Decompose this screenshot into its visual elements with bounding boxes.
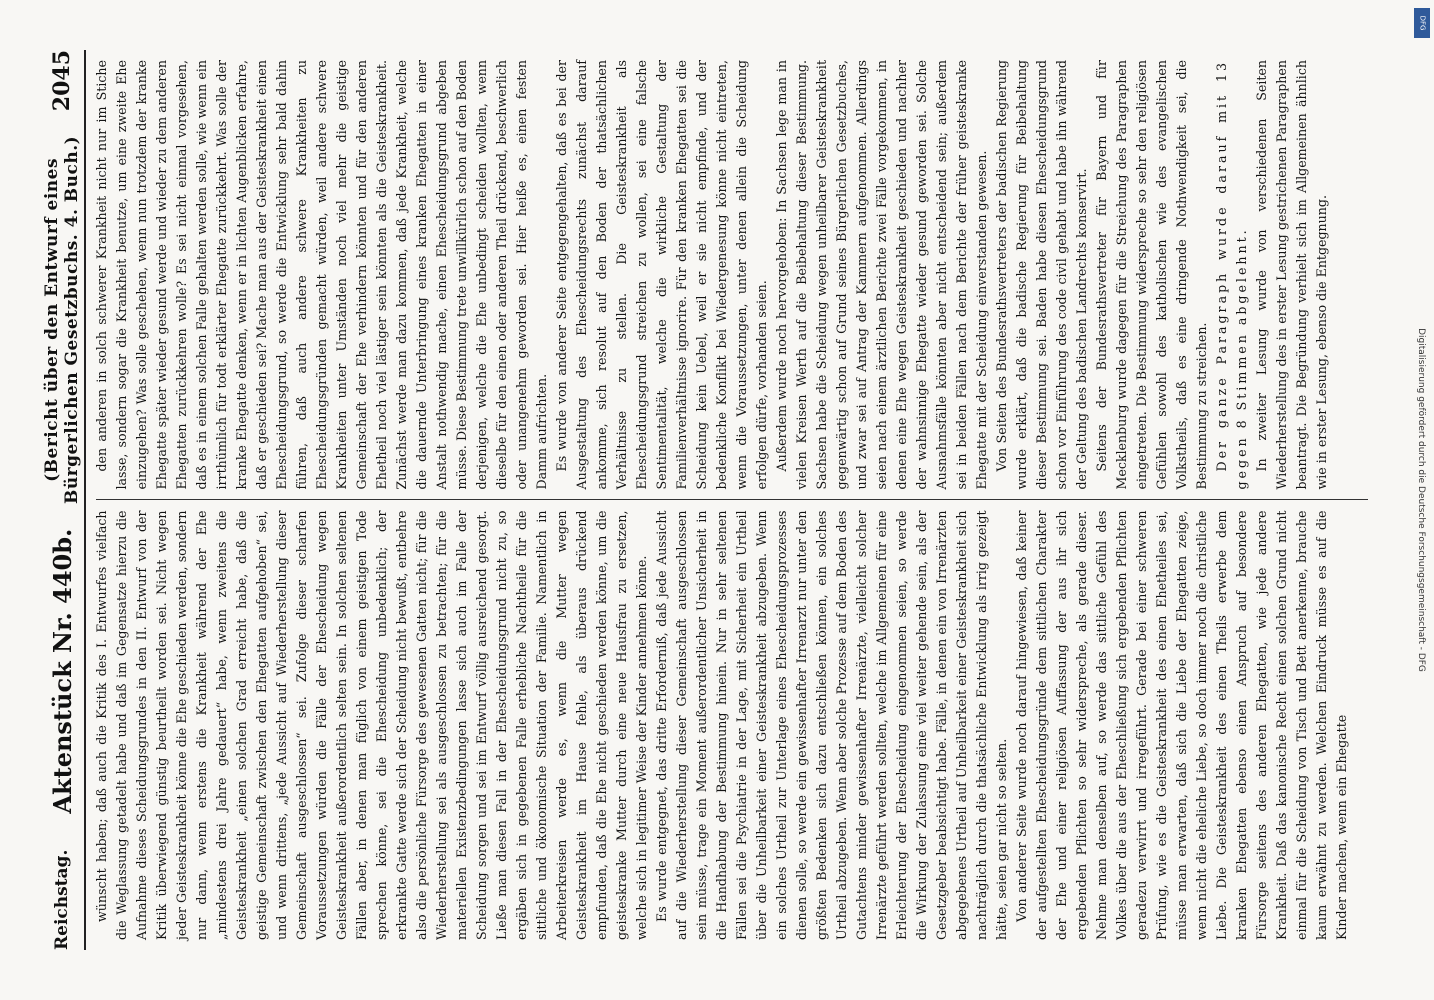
paragraph: Es wurde von anderer Seite entgegengehalten, daß es bei der Ausgestaltung des Ehescheidungsrechts zunächst darauf ankomme, sich resolut auf den Boden der thatsächlichen Verhältnisse zu stellen. Die Geisteskrankheit als Ehescheidungsgrund streichen zu wollen, sei eine falsche Sentimentalität, welche die wirkliche Gestaltung der Familienverhältnisse ignorire. Für den kranken Ehegatten sei die Scheidung kein Uebel, weil er sie nicht empfinde, und der bedenkliche Konflikt bei Wiedergenesung könne nicht eintreten, wenn die Voraussetzungen, unter denen allein die Scheidung erfolgen dürfe, vorhanden seien. [554,60,769,490]
header-title: (Bericht über den Entwurf eines Bürgerlichen Gesetzbuchs. 4. Buch.) [42,135,82,505]
paragraph: Außerdem wurde noch hervorgehoben: In Sachsen lege man in vielen Kreisen Werth auf die Beibehaltung dieser Bestimmung. Sachsen habe die Scheidung wegen unheilbarer Geisteskrankheit gegenwärtig schon auf Grund seines Bürgerlichen Gesetzbuches, und zwar sei auf Antrag der Kammern aufgenommen. Allerdings seien nach einem ärztlichen Berichte zwei Fälle vorgekommen, in denen eine Ehe wegen Geisteskrankheit geschieden und nachher der wahnsinnige Ehegatte wieder gesund geworden sei. Solche Ausnahmsfälle könnten aber nicht entscheidend sein; außerdem sei in beiden Fällen nach dem Berichte der früher geisteskranke Ehegatte mit der Scheidung einverstanden gewesen. [774,60,989,490]
paragraph: den anderen in solch schwerer Krankheit nicht nur im Stiche lasse, sondern sogar die Krankheit benutze, um eine zweite Ehe einzugehen? Was solle geschehen, wenn nun trotzdem der kranke Ehegatte später wieder gesund werde und wieder zu dem anderen Ehegatten zurückkehren wolle? Es sei nicht einmal vorgesehen, daß es in einem solchen Falle gehalten werden solle, wie wenn ein irrthümlich für todt erklärter Ehegatte zurückkehrt. Was solle der kranke Ehegatte denken, wenn er in lichten Augenblicken erfahre, daß er geschieden sei? Mache man aus der Geisteskrankheit einen Ehescheidungsgrund, so werde die Entwicklung sehr bald dahin führen, daß auch andere schwere Krankheiten zu Ehescheidungsgründen gemacht würden, weil andere schwere Krankheiten unter Umständen noch viel mehr die geistige Gemeinschaft der Ehe verhindern könnten und für den anderen Ehetheil noch viel lästiger sein könnten als die Geisteskrankheit. Zunächst werde man dazu kommen, daß jede Krankheit, welche die dauernde Unterbringung eines kranken Ehegatten in einer Anstalt nothwendig mache, einen Ehescheidungsgrund abgeben müsse. Diese Bestimmung trete unwillkürlich schon auf den Boden derjenigen, welche die Ehe unbedingt scheiden wollten, wenn dieselbe für den einen oder anderen Theil drückend, beschwerlich oder unangenehm geworden sei. Hier heiße es, einen festen Damm aufrichten. [94,60,549,490]
digitization-note [1412,10,1430,990]
dfg-logo-icon: DFG [1414,8,1430,38]
header-reichstag: Reichstag. [52,849,72,950]
paragraph: Von anderer Seite wurde noch darauf hingewiesen, daß keiner der aufgestellten Ehescheidungsgründe dem sittlichen Charakter der Ehe und einer religiösen Auffassung der aus ihr sich ergebenden Pflichten so sehr widerspreche, als gerade dieser. Nehme man denselben auf, so werde das sittliche Gefühl des Volkes über die aus der Eheschließung sich ergebenden Pflichten geradezu verwirrt und irregeführt. Gerade bei einer schweren Prüfung, wie es die Geisteskrankheit des einen Ehetheiles sei, müsse man erwarten, daß sich die Liebe der Ehegatten zeige, wenn nicht die eheliche Liebe, so doch immer noch die christliche Liebe. Die Geisteskrankheit des einen Theils erwerbe dem kranken Ehegatten ebenso einen Anspruch auf besondere Fürsorge seitens des anderen Ehegatten, wie jede andere Krankheit. Daß das kanonische Recht einen solchen Grund nicht einmal für die Scheidung von Tisch und Bett anerkenne, brauche kaum erwähnt zu werden. Welchen Eindruck müsse es auf die Kinder machen, wenn ein Ehegatte [1014,510,1349,940]
paragraph: Seitens der Bundesrathsvertreter für Bayern und für Mecklenburg wurde dagegen für die Streichung des Paragraphen eingetreten. Die Bestimmung widerspreche so sehr den religiösen Gefühlen sowohl des katholischen wie des evangelischen Volkstheils, daß es eine dringende Nothwendigkeit sei, die Bestimmung zu streichen. [1094,60,1209,490]
paragraph: In zweiter Lesung wurde von verschiedenen Seiten Wiederherstellung des in erster Lesung gestrichenen Paragraphen beantragt. Die Begründung verhielt sich im Allgemeinen ähnlich wie in erster Lesung, ebenso die Entgegnung. [1254,60,1329,490]
rotated-page-content [0,20,1400,980]
text-columns [92,50,1372,950]
header-doc-label: Aktenstück Nr. 440b. [47,528,77,814]
right-column [92,50,1372,500]
paragraph: Von Seiten des Bundesrathsvertreters der badischen Regierung wurde erklärt, daß die badische Regierung für Beibehaltung dieser Bestimmung sei. Baden habe diesen Ehescheidungsgrund schon vor Einführung des code civil gehabt und habe ihn während der Geltung des badischen Landrechts konservirt. [994,60,1089,490]
paragraph: Der ganze Paragraph wurde darauf mit 13 gegen 8 Stimmen abgelehnt. [1214,60,1249,490]
paragraph: wünscht haben; daß auch die Kritik des I. Entwurfes vielfach die Weglassung getadelt habe und daß im Gegensatze hierzu die Aufnahme dieses Scheidungsgrundes in den II. Entwurf von der Kritik überwiegend günstig beurtheilt worden sei. Nicht wegen jeder Geisteskrankheit könne die Ehe geschieden werden, sondern nur dann, wenn erstens die Krankheit während der Ehe „mindestens drei Jahre gedauert“ habe, wenn zweitens die Geisteskrankheit „einen solchen Grad erreicht habe, daß die geistige Gemeinschaft zwischen den Ehegatten aufgehoben“ sei, und wenn drittens, „jede Aussicht auf Wiederherstellung dieser Gemeinschaft ausgeschlossen“ sei. Zufolge dieser scharfen Voraussetzungen würden die Fälle der Ehescheidung wegen Geisteskrankheit außerordentlich selten sein. In solchen seltenen Fällen aber, in denen man füglich von einem geistigen Tode sprechen könne, sei die Ehescheidung unbedenklich; der erkrankte Gatte werde sich der Scheidung nicht bewußt, entbehre also die persönliche Fürsorge des gewesenen Gatten nicht; für die Wiederherstellung sei als ausgeschlossen zu betrachten; für die materiellen Existenzbedingungen lasse sich auch im Falle der Scheidung sorgen und sei im Entwurf völlig ausreichend gesorgt. Ließe man diesen Fall in der Ehescheidungsgrund nicht zu, so ergäben sich in gegebenen Falle erhebliche Nachtheile für die sittliche und ökonomische Situation der Familie. Namentlich in Arbeiterkreisen werde es, wenn die Mutter wegen Geisteskrankheit im Hause fehle, als überaus drückend empfunden, daß die Ehe nicht geschieden werden könne, um die geisteskranke Mutter durch eine neue Hausfrau zu ersetzen, welche sich in legitimer Weise der Kinder annehmen könne. [94,510,649,940]
left-column [92,501,1372,951]
digitization-note-text: Digitalisierung gefördert durch die Deutsche Forschungsgemeinschaft - DFG [1416,328,1426,672]
page-header [40,50,86,950]
page-number: 2045 [49,50,75,112]
column-divider [96,500,1368,501]
paragraph: Es wurde entgegnet, das dritte Erforderniß, daß jede Aussicht auf die Wiederherstellung dieser Gemeinschaft ausgeschlossen sein müsse, trage ein Moment außerordentlicher Unsicherheit in die Handhabung der Bestimmung hinein. Nur in sehr seltenen Fällen sei die Psychiatrie in der Lage, mit Sicherheit ein Urtheil über die Unheilbarkeit einer Geisteskrankheit abzugeben. Wenn ein solches Urtheil zur Unterlage eines Ehescheidungsprozesses dienen solle, so werde ein gewissenhafter Irrenarzt nur unter den größten Bedenken sich dazu entschließen können, ein solches Urtheil abzugeben. Wenn aber solche Prozesse auf dem Boden des Gutachtens minder gewissenhafter Irrenärzte, vielleicht solcher Irrenärzte geführt werden sollten, welche im Allgemeinen für eine Erleichterung der Ehescheidung eingenommen seien, so werde die Wirkung der Zulassung eine viel weiter gehende sein, als der Gesetzgeber beabsichtigt habe. Fälle, in denen ein von Irrenärzten abgegebenes Urtheil auf Unheilbarkeit einer Geisteskrankheit sich nachträglich durch die thatsächliche Entwicklung als irrig gezeigt hätte, seien gar nicht so selten. [654,510,1009,940]
